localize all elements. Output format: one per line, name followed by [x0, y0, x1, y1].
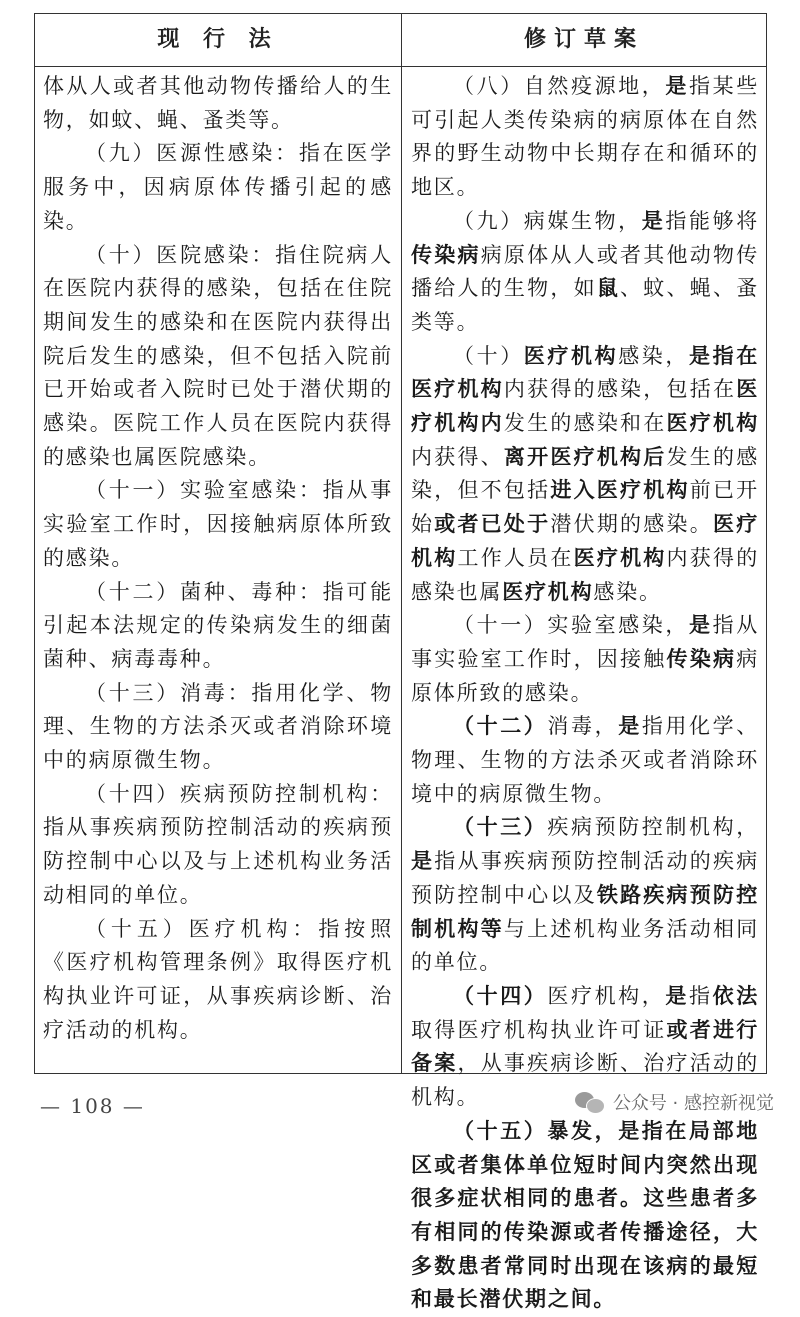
clause-paragraph: [43, 239, 393, 475]
clause-text: 内获得的感染，包括在: [503, 377, 737, 402]
clause-text: 指: [688, 983, 713, 1008]
clause-text: （十二）菌种、毒种：指可能引起本法规定的传染病发生的细菌菌种、病毒毒种。: [43, 579, 393, 671]
header-revision-draft: 修订草案: [523, 27, 644, 52]
clause-paragraph: [411, 205, 759, 340]
clause-text: 体从人或者其他动物传播给人的生物，如蚊、蝇、蚤类等。: [43, 74, 393, 132]
clause-text: 前已开始: [411, 478, 759, 537]
revised-text: 医疗机构: [502, 579, 594, 604]
clause-text: 病原体所致的感染。: [411, 646, 759, 705]
revised-text: 医疗机构: [523, 343, 619, 368]
clause-text: 疾病预防控制机构，: [547, 815, 760, 840]
revised-text: 是: [618, 714, 642, 739]
clause-paragraph: [43, 677, 393, 778]
clause-paragraph: [411, 811, 759, 980]
revised-text: 医疗机构: [573, 545, 667, 570]
revised-text: 依法: [712, 983, 759, 1008]
clause-text: 工作人员在: [457, 545, 574, 570]
clause-text: （八）自然疫源地，: [453, 74, 666, 98]
column-divider: [401, 14, 402, 1073]
clause-text: 指从事实验室工作时，因接触: [411, 613, 759, 671]
revised-text: （十二）: [453, 714, 548, 739]
revised-text: （十四）: [453, 983, 548, 1008]
clause-text: （九）病媒生物，: [453, 208, 642, 233]
clause-text: （十一）实验室感染：指从事实验室工作时，因接触病原体所致的感染。: [43, 478, 393, 570]
clause-text: 指某些可引起人类传染病的病原体在自然界的野生动物中长期存在和循环的地区。: [411, 74, 759, 200]
clause-text: （十）医院感染：指住院病人在医院内获得的感染，包括在住院期间发生的感染和在医院内获得出院后发生的感染，但不包括入院前已开始或者入院时已处于潜伏期的感染。医院工作人员在医院内获得的感染也属医院感染。: [43, 242, 393, 469]
watermark-text: 公众号 · 感控新视觉: [612, 1093, 774, 1114]
page-number: — 108 —: [40, 1094, 145, 1118]
revised-text: 是: [665, 983, 689, 1008]
revised-text: 是: [641, 208, 666, 233]
clause-text: （十）: [453, 343, 524, 368]
revised-text: （十五）暴发，是指在局部地区或者集体单位短时间内突然出现很多症状相同的患者。这些患者多有相同的传染源或者传播途径，大多数患者常同时出现在该病的最短和最长潜伏期之间。: [411, 1118, 759, 1312]
revised-text: 是指在医疗机构: [411, 343, 759, 402]
wechat-icon: [575, 1090, 605, 1114]
clause-text: 指用化学、物理、生物的方法杀灭或者消除环境中的病原微生物。: [411, 714, 760, 806]
revised-text: 是: [665, 74, 689, 98]
revised-text: 医疗机构: [666, 411, 759, 436]
clause-text: （十三）消毒：指用化学、物理、生物的方法杀灭或者消除环境中的病原微生物。: [43, 680, 393, 773]
clause-paragraph: [43, 474, 393, 575]
clause-paragraph: [411, 1115, 759, 1317]
revised-text: 或者进行备案: [411, 1017, 759, 1076]
watermark: [575, 1087, 774, 1117]
clause-paragraph: [43, 913, 393, 1048]
clause-paragraph: [411, 340, 759, 610]
revised-text: （十三）: [453, 815, 548, 840]
revised-text: 传染病: [411, 242, 481, 267]
clause-text: 潜伏期的感染。: [550, 512, 713, 537]
header-current-law: 现 行 法: [157, 27, 279, 52]
clause-text: ，从事疾病诊断、治疗活动的机构。: [411, 1051, 759, 1110]
clause-text: 与上述机构业务活动相同的单位。: [411, 916, 759, 975]
clause-paragraph: [43, 137, 393, 238]
clause-paragraph: [43, 778, 393, 913]
clause-text: 指从事疾病预防控制活动的疾病预防控制中心以及: [411, 849, 759, 907]
revised-text: 是: [688, 613, 713, 638]
clause-text: （十一）实验室感染，: [453, 613, 689, 638]
revised-text: 或者已处于: [434, 512, 551, 537]
revised-text: 医疗机构: [411, 512, 759, 570]
clause-text: 病原体从人或者其他动物传播给人的生物，如: [411, 242, 759, 301]
revised-text: 传染病: [666, 646, 737, 671]
clause-text: 感染。: [593, 579, 662, 604]
clause-text: （九）医源性感染：指在医学服务中，因病原体传播引起的感染。: [43, 141, 393, 233]
clause-text: （十四）疾病预防控制机构：指从事疾病预防控制活动的疾病预防控制中心以及与上述机构业务活动相同的单位。: [43, 781, 393, 907]
clause-text: 消毒，: [547, 714, 619, 739]
revised-text: 鼠: [596, 276, 621, 301]
clause-text: 内获得的感染也属: [411, 545, 760, 604]
clause-paragraph: [411, 70, 759, 205]
clause-text: 感染，: [618, 343, 689, 368]
revised-text: 进入医疗机构: [550, 478, 690, 503]
clause-text: （十五）医疗机构：指按照《医疗机构管理条例》取得医疗机构执业许可证，从事疾病诊断、治疗活动的机构。: [43, 916, 393, 1042]
clause-text: 指能够将: [665, 208, 760, 233]
clause-text: 医疗机构，: [547, 983, 666, 1008]
revision-draft-column: [411, 70, 759, 1317]
clause-paragraph: [411, 710, 759, 811]
clause-paragraph: [43, 576, 393, 677]
revised-text: 医疗机构内: [411, 377, 760, 436]
clause-text: 发生的感染和在: [503, 411, 667, 436]
clause-paragraph: [43, 70, 393, 137]
clause-text: 发生的感染，但不包括: [411, 444, 759, 503]
revised-text: 铁路疾病预防控制机构等: [411, 882, 759, 941]
current-law-column: [43, 70, 393, 1047]
clause-text: 取得医疗机构执业许可证: [411, 1017, 667, 1042]
clause-paragraph: [411, 609, 759, 710]
revised-text: 是: [411, 849, 435, 874]
revised-text: 离开医疗机构后: [503, 444, 667, 469]
clause-text: 内获得、: [411, 444, 504, 469]
clause-text: 、蚊、蝇、蚤类等。: [411, 276, 759, 334]
